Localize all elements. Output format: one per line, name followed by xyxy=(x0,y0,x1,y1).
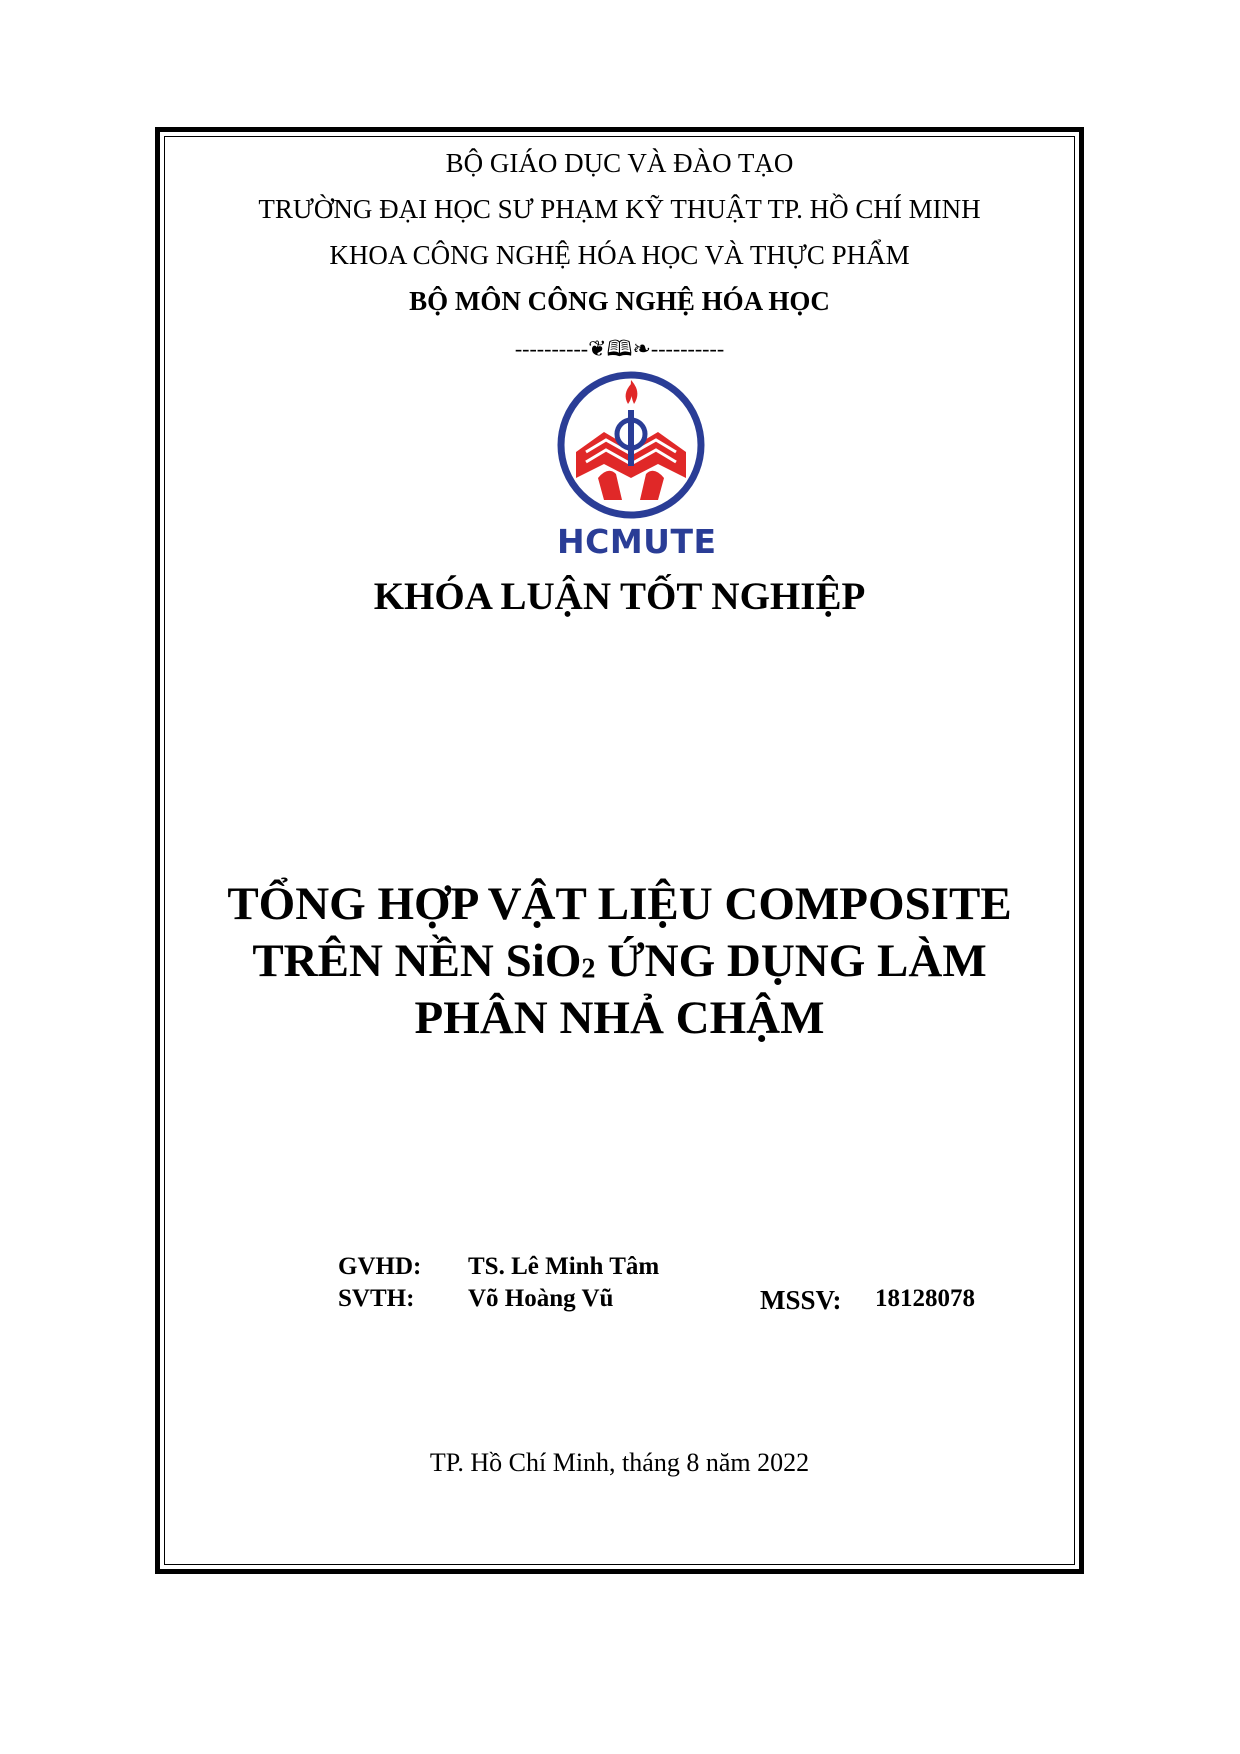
place-and-date: TP. Hồ Chí Minh, tháng 8 năm 2022 xyxy=(429,1448,810,1477)
thesis-title-line-1: TỔNG HỢP VẬT LIỆU COMPOSITE xyxy=(227,878,1012,930)
student-label: SVTH: xyxy=(338,1285,415,1312)
thesis-title-line-3: PHÂN NHẢ CHẬM xyxy=(414,992,825,1044)
thesis-title-line-2 xyxy=(164,933,1075,997)
document-type: KHÓA LUẬN TỐT NGHIỆP xyxy=(373,575,866,618)
advisor-name: TS. Lê Minh Tâm xyxy=(468,1253,660,1280)
title-subscript: 2 xyxy=(581,953,596,985)
title-line-2-prefix: TRÊN NỀN SiO xyxy=(252,935,582,987)
university-heading: TRƯỜNG ĐẠI HỌC SƯ PHẠM KỸ THUẬT TP. HỒ CHÍ MINH xyxy=(258,194,981,224)
advisor-label: GVHD: xyxy=(338,1253,422,1280)
department-heading: BỘ MÔN CÔNG NGHỆ HÓA HỌC xyxy=(409,286,830,316)
faculty-heading: KHOA CÔNG NGHỆ HÓA HỌC VÀ THỰC PHẨM xyxy=(329,240,910,270)
hcmute-emblem-icon xyxy=(556,370,706,520)
ornament-divider: ----------❦🕮❧---------- xyxy=(514,336,725,361)
title-line-2-suffix: ỨNG DỤNG LÀM xyxy=(595,935,987,987)
logo-wordmark: HCMUTE xyxy=(557,522,717,561)
ministry-heading: BỘ GIÁO DỤC VÀ ĐÀO TẠO xyxy=(445,148,794,178)
student-id: 18128078 xyxy=(875,1285,975,1312)
student-name: Võ Hoàng Vũ xyxy=(468,1285,614,1312)
student-id-label: MSSV: xyxy=(760,1285,842,1315)
